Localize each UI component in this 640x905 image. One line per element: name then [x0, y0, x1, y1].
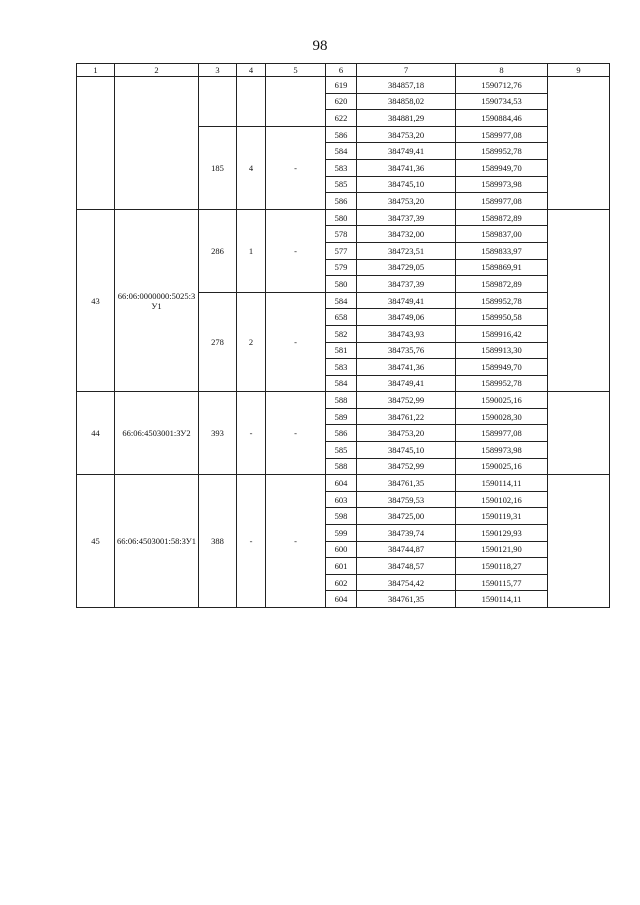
point-number-cell: 622	[326, 110, 357, 127]
cadastral-number-cell: 66:06:0000000:5025:ЗУ1	[115, 209, 199, 392]
contour-cell: 2	[237, 292, 266, 392]
y-coordinate-cell: 1590114,11	[456, 475, 548, 492]
point-number-cell: 588	[326, 392, 357, 409]
col5-cell: -	[266, 475, 326, 608]
y-coordinate-cell: 1589952,78	[456, 143, 548, 160]
row-number-cell: 45	[77, 475, 115, 608]
table-row	[77, 209, 610, 226]
area-cell: 185	[199, 126, 237, 209]
point-number-cell: 586	[326, 425, 357, 442]
y-coordinate-cell: 1590734,53	[456, 93, 548, 110]
x-coordinate-cell: 384753,20	[357, 126, 456, 143]
point-number-cell: 577	[326, 242, 357, 259]
point-number-cell: 602	[326, 574, 357, 591]
row-number-cell: 43	[77, 209, 115, 392]
y-coordinate-cell: 1589950,58	[456, 309, 548, 326]
contour-cell: 1	[237, 209, 266, 292]
table-row	[77, 475, 610, 492]
area-cell: 388	[199, 475, 237, 608]
column-header: 5	[266, 64, 326, 77]
area-cell: 286	[199, 209, 237, 292]
column-header: 6	[326, 64, 357, 77]
y-coordinate-cell: 1589949,70	[456, 159, 548, 176]
x-coordinate-cell: 384749,41	[357, 292, 456, 309]
row-number-cell	[77, 77, 115, 210]
y-coordinate-cell: 1590114,11	[456, 591, 548, 608]
point-number-cell: 586	[326, 126, 357, 143]
y-coordinate-cell: 1589916,42	[456, 325, 548, 342]
header-row	[77, 64, 610, 77]
x-coordinate-cell: 384745,10	[357, 442, 456, 459]
y-coordinate-cell: 1590129,93	[456, 525, 548, 542]
y-coordinate-cell: 1590025,16	[456, 392, 548, 409]
x-coordinate-cell: 384743,93	[357, 325, 456, 342]
row-number-cell: 44	[77, 392, 115, 475]
contour-cell	[237, 77, 266, 127]
x-coordinate-cell: 384761,22	[357, 408, 456, 425]
point-number-cell: 620	[326, 93, 357, 110]
y-coordinate-cell: 1589973,98	[456, 442, 548, 459]
x-coordinate-cell: 384741,36	[357, 159, 456, 176]
col5-cell: -	[266, 209, 326, 292]
point-number-cell: 586	[326, 193, 357, 210]
col9-cell	[548, 77, 610, 210]
point-number-cell: 619	[326, 77, 357, 94]
y-coordinate-cell: 1589872,89	[456, 276, 548, 293]
point-number-cell: 604	[326, 591, 357, 608]
point-number-cell: 588	[326, 458, 357, 475]
y-coordinate-cell: 1589872,89	[456, 209, 548, 226]
y-coordinate-cell: 1589833,97	[456, 242, 548, 259]
point-number-cell: 581	[326, 342, 357, 359]
x-coordinate-cell: 384748,57	[357, 558, 456, 575]
table-row	[77, 392, 610, 409]
y-coordinate-cell: 1589952,78	[456, 375, 548, 392]
point-number-cell: 658	[326, 309, 357, 326]
point-number-cell: 580	[326, 276, 357, 293]
point-number-cell: 599	[326, 525, 357, 542]
point-number-cell: 584	[326, 292, 357, 309]
x-coordinate-cell: 384725,00	[357, 508, 456, 525]
contour-cell: 4	[237, 126, 266, 209]
y-coordinate-cell: 1589977,08	[456, 126, 548, 143]
point-number-cell: 600	[326, 541, 357, 558]
column-header: 2	[115, 64, 199, 77]
col5-cell: -	[266, 292, 326, 392]
y-coordinate-cell: 1590028,30	[456, 408, 548, 425]
col5-cell: -	[266, 392, 326, 475]
x-coordinate-cell: 384739,74	[357, 525, 456, 542]
contour-cell: -	[237, 392, 266, 475]
column-header: 8	[456, 64, 548, 77]
point-number-cell: 584	[326, 375, 357, 392]
y-coordinate-cell: 1590115,77	[456, 574, 548, 591]
coordinates-table	[76, 63, 610, 608]
col9-cell	[548, 209, 610, 392]
y-coordinate-cell: 1590884,46	[456, 110, 548, 127]
point-number-cell: 583	[326, 159, 357, 176]
column-header: 3	[199, 64, 237, 77]
table-body	[77, 64, 610, 608]
point-number-cell: 589	[326, 408, 357, 425]
point-number-cell: 585	[326, 176, 357, 193]
x-coordinate-cell: 384745,10	[357, 176, 456, 193]
x-coordinate-cell: 384761,35	[357, 591, 456, 608]
column-header: 7	[357, 64, 456, 77]
x-coordinate-cell: 384737,39	[357, 276, 456, 293]
col5-cell	[266, 77, 326, 127]
column-header: 1	[77, 64, 115, 77]
x-coordinate-cell: 384881,29	[357, 110, 456, 127]
y-coordinate-cell: 1589952,78	[456, 292, 548, 309]
x-coordinate-cell: 384857,18	[357, 77, 456, 94]
x-coordinate-cell: 384749,06	[357, 309, 456, 326]
x-coordinate-cell: 384749,41	[357, 143, 456, 160]
x-coordinate-cell: 384752,99	[357, 392, 456, 409]
x-coordinate-cell: 384754,42	[357, 574, 456, 591]
y-coordinate-cell: 1589977,08	[456, 425, 548, 442]
x-coordinate-cell: 384737,39	[357, 209, 456, 226]
x-coordinate-cell: 384732,00	[357, 226, 456, 243]
point-number-cell: 580	[326, 209, 357, 226]
x-coordinate-cell: 384858,02	[357, 93, 456, 110]
point-number-cell: 579	[326, 259, 357, 276]
x-coordinate-cell: 384723,51	[357, 242, 456, 259]
point-number-cell: 585	[326, 442, 357, 459]
table-row	[77, 77, 610, 94]
y-coordinate-cell: 1589949,70	[456, 359, 548, 376]
y-coordinate-cell: 1590119,31	[456, 508, 548, 525]
column-header: 4	[237, 64, 266, 77]
y-coordinate-cell: 1590118,27	[456, 558, 548, 575]
x-coordinate-cell: 384753,20	[357, 193, 456, 210]
cadastral-number-cell: 66:06:4503001:58:ЗУ1	[115, 475, 199, 608]
page-number: 98	[312, 38, 328, 54]
y-coordinate-cell: 1590025,16	[456, 458, 548, 475]
contour-cell: -	[237, 475, 266, 608]
y-coordinate-cell: 1589913,30	[456, 342, 548, 359]
point-number-cell: 583	[326, 359, 357, 376]
y-coordinate-cell: 1589977,08	[456, 193, 548, 210]
x-coordinate-cell: 384744,87	[357, 541, 456, 558]
point-number-cell: 601	[326, 558, 357, 575]
point-number-cell: 582	[326, 325, 357, 342]
x-coordinate-cell: 384752,99	[357, 458, 456, 475]
y-coordinate-cell: 1589869,91	[456, 259, 548, 276]
x-coordinate-cell: 384729,05	[357, 259, 456, 276]
x-coordinate-cell: 384753,20	[357, 425, 456, 442]
y-coordinate-cell: 1590712,76	[456, 77, 548, 94]
x-coordinate-cell: 384761,35	[357, 475, 456, 492]
area-cell: 393	[199, 392, 237, 475]
y-coordinate-cell: 1589837,00	[456, 226, 548, 243]
col9-cell	[548, 392, 610, 475]
x-coordinate-cell: 384759,53	[357, 491, 456, 508]
point-number-cell: 604	[326, 475, 357, 492]
y-coordinate-cell: 1590102,16	[456, 491, 548, 508]
point-number-cell: 598	[326, 508, 357, 525]
area-cell	[199, 77, 237, 127]
col9-cell	[548, 475, 610, 608]
y-coordinate-cell: 1590121,90	[456, 541, 548, 558]
cadastral-number-cell	[115, 77, 199, 210]
x-coordinate-cell: 384735,76	[357, 342, 456, 359]
x-coordinate-cell: 384749,41	[357, 375, 456, 392]
x-coordinate-cell: 384741,36	[357, 359, 456, 376]
cadastral-number-cell: 66:06:4503001:ЗУ2	[115, 392, 199, 475]
area-cell: 278	[199, 292, 237, 392]
y-coordinate-cell: 1589973,98	[456, 176, 548, 193]
point-number-cell: 578	[326, 226, 357, 243]
column-header: 9	[548, 64, 610, 77]
point-number-cell: 584	[326, 143, 357, 160]
point-number-cell: 603	[326, 491, 357, 508]
col5-cell: -	[266, 126, 326, 209]
